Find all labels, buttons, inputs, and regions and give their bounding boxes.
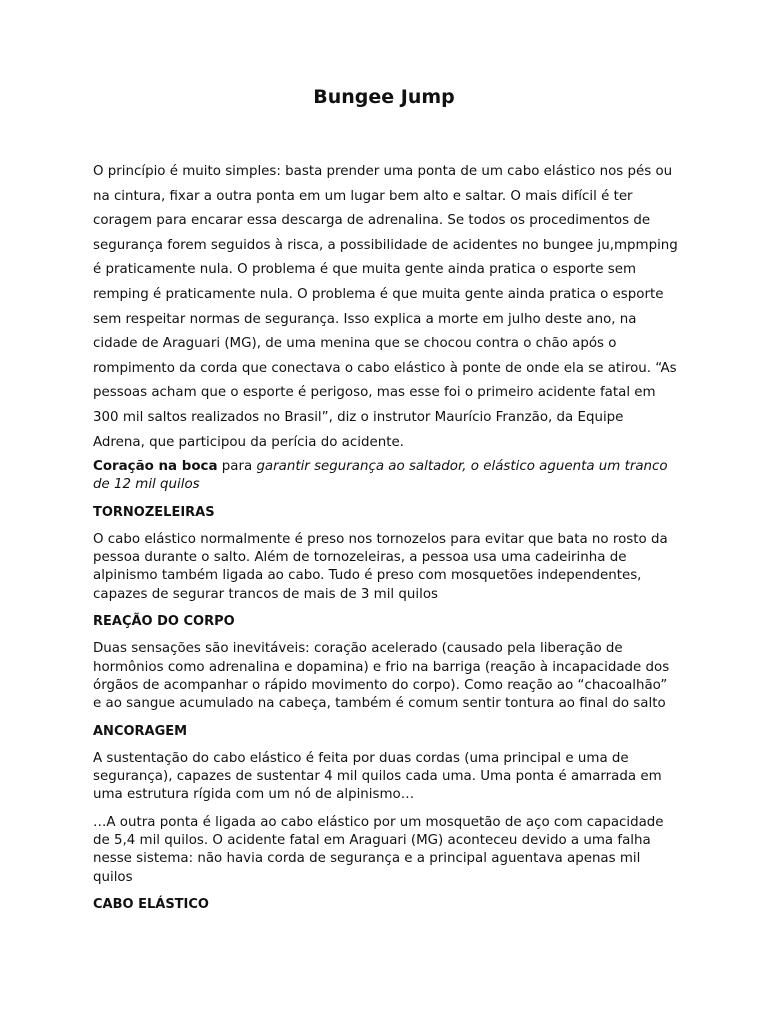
section-heading-tornozeleiras: TORNOZELEIRAS bbox=[93, 504, 215, 520]
caption bbox=[93, 458, 678, 495]
section-text-ancoragem-1: A sustentação do cabo elástico é feita por duas cordas (uma principal e uma de segurança), capazes de sustentar 4 mil quilos cada uma. Uma ponta é amarrada em uma estrutura rígida com um nó de alpinismo… bbox=[93, 750, 662, 803]
section-text-reacao: Duas sensações são inevitáveis: coração acelerado (causado pela liberação de hormônios como adrenalina e dopamina) e frio na barriga (reação à incapacidade dos órgãos de acompanhar o rápido movimento do corpo). Como reação ao “chacoalhão” e ao sangue acumulado na cabeça, também é comum sentir tontura ao final do salto bbox=[93, 641, 670, 712]
caption-bold: Coração na boca bbox=[93, 459, 218, 474]
article-body bbox=[93, 458, 678, 923]
section-heading-cabo: CABO ELÁSTICO bbox=[93, 896, 209, 912]
section-text-tornozeleiras: O cabo elástico normalmente é preso nos tornozelos para evitar que bata no rosto da pessoa durante o salto. Além de tornozeleiras, a pessoa usa uma cadeirinha de alpinismo também ligada ao cabo. Tudo é preso com mosquetões independentes, capazes de segurar trancos de mais de 3 mil quilos bbox=[93, 531, 668, 602]
caption-normal: para bbox=[217, 459, 257, 474]
section-text-ancoragem-2: …A outra ponta é ligada ao cabo elástico por um mosquetão de aço com capacidade de 5,4 mil quilos. O acidente fatal em Araguari (MG) aconteceu devido a uma falha nesse sistema: não havia corda de segurança e a principal aguentava apenas mil quilos bbox=[93, 814, 664, 885]
section-heading-reacao: REAÇÃO DO CORPO bbox=[93, 614, 235, 630]
caption-italic: garantir segurança ao saltador, o elástico aguenta um tranco de 12 mil quilos bbox=[93, 459, 668, 493]
intro-paragraph: O princípio é muito simples: basta prender uma ponta de um cabo elástico nos pés ou na cintura, fixar a outra ponta em um lugar bem alto e saltar. O mais difícil é ter coragem para encarar essa descarga de adrenalina. Se todos os procedimentos de segurança forem seguidos à risca, a possibilidade de acidentes no bungee ju,mpmping é praticamente nula. O problema é que muita gente ainda pratica o esporte sem remping é praticamente nula. O problema é que muita gente ainda pratica o esporte sem respeitar normas de segurança. Isso explica a morte em julho deste ano, na cidade de Araguari (MG), de uma menina que se chocou contra o chão após o rompimento da corda que conectava o cabo elástico à ponte de onde ela se atirou. “As pessoas acham que o esporte é perigoso, mas esse foi o primeiro acidente fatal em 300 mil saltos realizados no Brasil”, diz o instrutor Maurício Franzão, da Equipe Adrena, que participou da perícia do acidente. bbox=[93, 164, 678, 450]
section-heading-ancoragem: ANCORAGEM bbox=[93, 723, 188, 739]
page-title: Bungee Jump bbox=[313, 86, 455, 108]
